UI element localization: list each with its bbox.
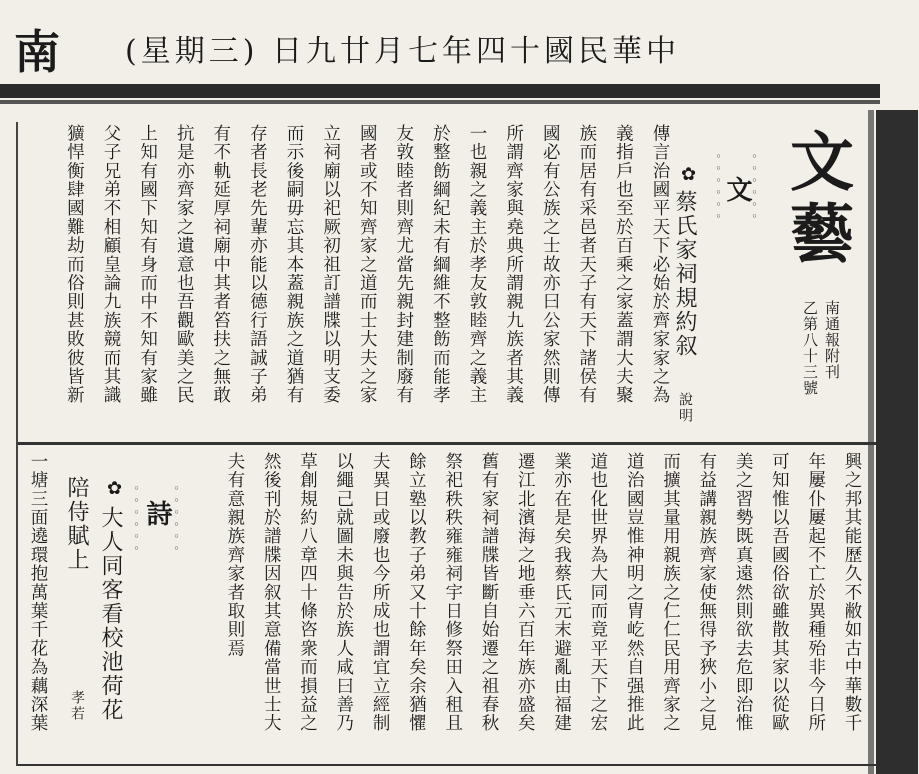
essay-column: 獷悍衡肆國難劫而俗則甚敗彼皆新 (64, 124, 85, 405)
essay-column-continued: 可知惟以吾國俗欲雖散其家以從歐 (769, 452, 790, 733)
essay-column: 有不軌延厚祠廟中其者笞扶之無敢 (210, 124, 231, 405)
essay-column-continued: 餘立塾以教子弟又十餘年矣余猶懼 (406, 452, 427, 733)
essay-column-continued: 業亦在是矣我蔡氏元末避亂由福建 (551, 452, 572, 733)
essay-column-continued: 有益講親族齊家使無得予狹小之見 (696, 452, 717, 733)
essay-column-continued: 美之習勢既真遠然則欲去危即治惟 (733, 452, 754, 733)
essay-column: 所謂齊家與堯典所謂親九族者其義 (503, 124, 524, 405)
essay-column-continued: 道也化世界為大同而竟平天下之宏 (587, 452, 608, 733)
poem-title-line-2: 陪侍賦上 (64, 476, 89, 572)
section-subtitle-a: 南通報附刊 (823, 300, 841, 380)
essay-title: 蔡氏家祠規約叙 (672, 190, 697, 358)
essay-column: 上知有國下知有身而中不知有家雖 (137, 124, 158, 405)
essay-column: 父子兄弟不相顧皇論九族競而其識 (101, 124, 121, 405)
essay-column: 國必有公族之士故亦曰公家然則傳 (540, 124, 561, 405)
essay-column: 國者或不知齊家之道而士大夫之家 (357, 124, 378, 405)
essay-column: 於整飭綱紀未有綱維不整飭而能孝 (430, 124, 451, 405)
flower-ornament-icon: ✿ (104, 478, 125, 501)
essay-column-continued: 年屢仆屢起不亡於異種殆非今日所 (805, 452, 826, 733)
poem-tag: 詩 (142, 500, 172, 526)
essay-column-continued: 道治國豈惟神明之胄屹然自强推此 (624, 452, 645, 733)
section-title: 文藝 (779, 128, 854, 272)
paper-name: 南 (14, 25, 60, 79)
section-divider (18, 442, 876, 445)
essay-column-continued: 興之邦其能歷久不敝如古中華數千 (842, 452, 862, 733)
essay-column: 族而居有采邑者天子有天下諸侯有 (576, 124, 597, 405)
essay-column: 友敦睦者則齊尤當先親封建制廢有 (393, 124, 414, 405)
bottom-border (18, 764, 876, 766)
essay-column-continued: 祭祀秩秩雍雍祠宇日修祭田入租且 (442, 452, 463, 733)
essay-column: 傳言治國平天下必始於齊家家之為 (650, 124, 670, 405)
tag-ornament-right: ◦◦◦◦◦◦ (748, 150, 761, 222)
poem-title-line-1: 大人同客看校池荷花 (98, 506, 123, 722)
essay-column: 立祠廟以祀厥初祖訂譜牒以明支委 (320, 124, 341, 405)
essay-column-continued: 夫異日或廢也今所成也謂宜立經制 (370, 452, 391, 733)
tag-ornament-left: ◦◦◦◦◦◦ (712, 150, 725, 222)
essay-column: 存者長老先輩亦能以德行語誠子弟 (247, 124, 268, 405)
essay-column-continued: 舊有家祠譜牒皆斷自始遷之祖春秋 (479, 452, 499, 733)
essay-column: 抗是亦齊家之遺意也吾觀歐美之民 (174, 124, 195, 405)
essay-column-continued: 而擴其量用親族之仁仁民用齊家之 (660, 452, 681, 733)
poem-author: 孝若 (69, 690, 85, 722)
essay-column-continued: 以繩己就圖未與告於族人咸曰善乃 (333, 452, 354, 733)
right-border (876, 110, 918, 774)
masthead (0, 26, 919, 78)
poem-line: 一塘三面遶環抱萬葉千花為藕深葉 (28, 452, 48, 733)
tag-ornament-right: ◦◦◦◦◦◦ (170, 482, 183, 554)
essay-tag: 文 (722, 176, 752, 202)
essay-column-continued: 草創規約八章四十條咨衆而損益之 (297, 452, 318, 733)
essay-column: 義指戶也至於百乘之家蓋謂大夫聚 (613, 124, 634, 405)
essay-column-continued: 夫有意親族齊家者取則焉 (224, 452, 245, 658)
date-line: (星期三) 日九廿月七年四十國民華中 (125, 34, 680, 69)
section-subtitle-b: 乙第八十三號 (801, 300, 819, 396)
header-rule (0, 84, 880, 98)
essay-column: 一也親之義主於孝友敦睦齊之義主 (467, 124, 487, 405)
header-rule-secondary (0, 100, 880, 104)
essay-column: 而示後嗣毋忘其本蓋親族之道猶有 (284, 124, 304, 405)
essay-column-continued: 遷江北濱海之地垂六百年族亦盛矣 (515, 452, 536, 733)
tag-ornament-left: ◦◦◦◦◦◦ (130, 482, 143, 554)
essay-column-continued: 然後刊於譜牒因叙其意備當世士大 (261, 452, 282, 733)
flower-ornament-icon: ✿ (678, 164, 699, 187)
essay-author: 說明 (677, 392, 693, 424)
